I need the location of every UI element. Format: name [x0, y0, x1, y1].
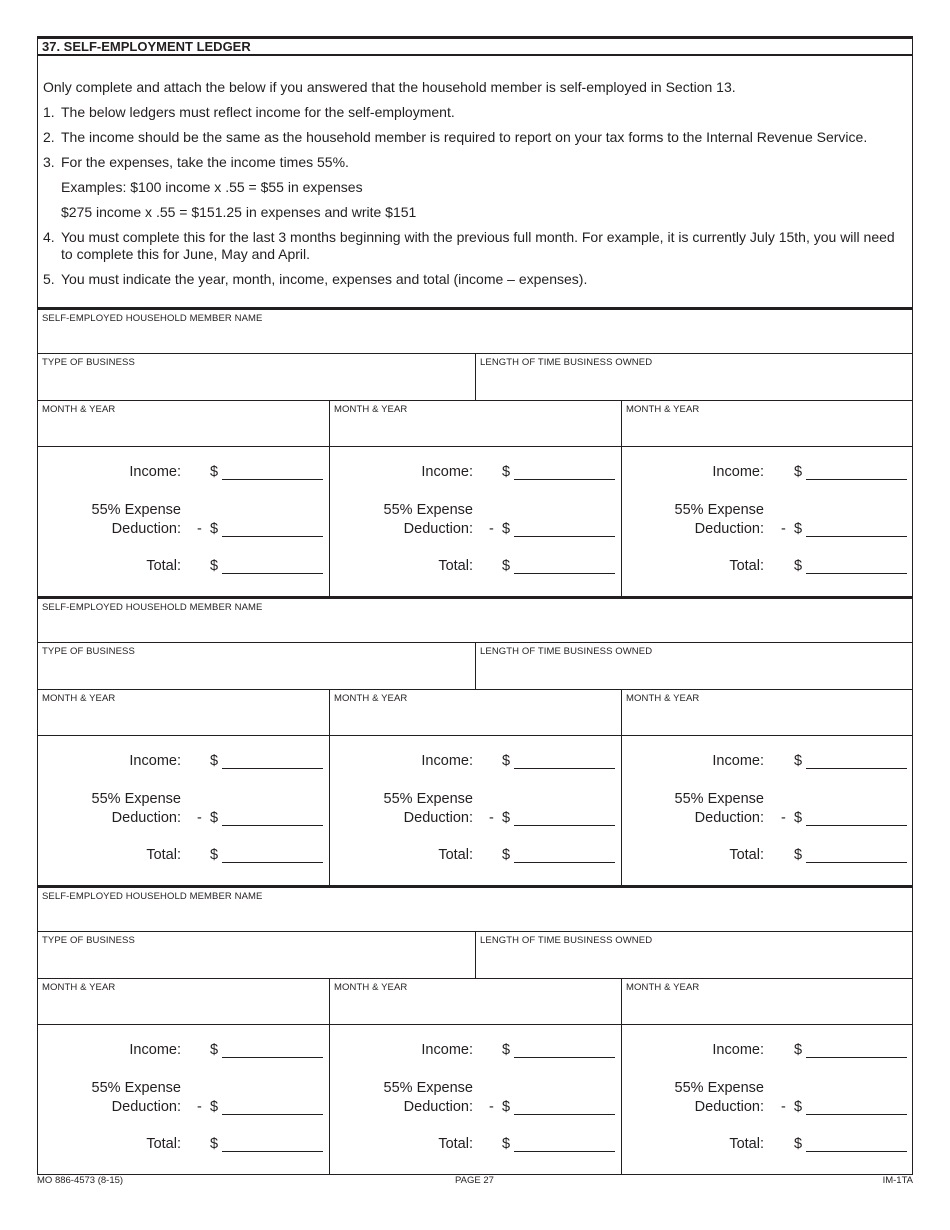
total-label: Total:: [438, 1136, 473, 1152]
income-input[interactable]: [806, 1057, 907, 1058]
month-year-field[interactable]: [330, 690, 622, 735]
instructions: [37, 56, 913, 307]
deduction-input[interactable]: [514, 825, 615, 826]
business-row: [38, 643, 912, 690]
calc-column: [38, 736, 330, 885]
month-year-field[interactable]: [38, 401, 330, 446]
member-name-label: SELF-EMPLOYED HOUSEHOLD MEMBER NAME: [42, 891, 263, 902]
deduction-label: Deduction:: [403, 1099, 473, 1115]
dollar-sign: $: [502, 1042, 511, 1058]
calc-row: [38, 1025, 912, 1174]
dollar-sign: $: [794, 1042, 803, 1058]
deduction-input[interactable]: [514, 1114, 615, 1115]
total-input[interactable]: [514, 1151, 615, 1152]
minus-sign: -: [197, 810, 202, 826]
minus-sign: -: [197, 521, 202, 537]
deduction-input[interactable]: [514, 536, 615, 537]
total-input[interactable]: [806, 1151, 907, 1152]
item-number: 3.: [43, 154, 55, 170]
expense-label: 55% Expense: [383, 1080, 473, 1096]
deduction-input[interactable]: [222, 536, 323, 537]
calc-column: [330, 736, 622, 885]
item-text: The income should be the same as the household member is required to report on your tax forms to the Internal Revenue Service.: [61, 129, 868, 145]
income-input[interactable]: [806, 768, 907, 769]
month-row: [38, 979, 912, 1025]
type-of-business-field[interactable]: [38, 643, 476, 689]
dollar-sign: $: [502, 753, 511, 769]
income-label: Income:: [421, 753, 473, 769]
dollar-sign: $: [502, 1136, 511, 1152]
income-label: Income:: [129, 1042, 181, 1058]
business-row: [38, 932, 912, 979]
minus-sign: -: [489, 810, 494, 826]
month-year-label: MONTH & YEAR: [42, 982, 116, 993]
length-owned-label: LENGTH OF TIME BUSINESS OWNED: [480, 935, 653, 946]
deduction-label: Deduction:: [694, 521, 764, 537]
form-number: MO 886-4573 (8-15): [37, 1175, 124, 1186]
dollar-sign: $: [210, 1042, 219, 1058]
dollar-sign: $: [794, 521, 803, 537]
member-name-field[interactable]: [38, 310, 912, 354]
total-label: Total:: [729, 558, 764, 574]
instructions-intro: Only complete and attach the below if you answered that the household member is self-employed in Section 13.: [43, 79, 736, 95]
income-input[interactable]: [514, 479, 615, 480]
month-row: [38, 401, 912, 447]
calc-row: [38, 736, 912, 885]
ledger-block: [37, 307, 913, 596]
member-name-field[interactable]: [38, 599, 912, 643]
deduction-input[interactable]: [806, 536, 907, 537]
dollar-sign: $: [502, 847, 511, 863]
month-year-label: MONTH & YEAR: [42, 693, 116, 704]
type-of-business-field[interactable]: [38, 932, 476, 978]
length-owned-field[interactable]: [476, 932, 912, 978]
month-year-label: MONTH & YEAR: [626, 982, 700, 993]
month-row: [38, 690, 912, 736]
length-owned-label: LENGTH OF TIME BUSINESS OWNED: [480, 646, 653, 657]
page-number: PAGE 27: [455, 1175, 494, 1186]
month-year-field[interactable]: [622, 979, 912, 1024]
expense-label: 55% Expense: [91, 502, 181, 518]
dollar-sign: $: [210, 810, 219, 826]
dollar-sign: $: [210, 1099, 219, 1115]
month-year-label: MONTH & YEAR: [334, 693, 408, 704]
instruction-item-1: [43, 104, 908, 121]
total-label: Total:: [438, 847, 473, 863]
month-year-field[interactable]: [622, 401, 912, 446]
minus-sign: -: [781, 810, 786, 826]
dollar-sign: $: [210, 753, 219, 769]
dollar-sign: $: [794, 753, 803, 769]
expense-label: 55% Expense: [91, 1080, 181, 1096]
length-owned-field[interactable]: [476, 354, 912, 400]
expense-label: 55% Expense: [91, 791, 181, 807]
dollar-sign: $: [502, 558, 511, 574]
expense-label: 55% Expense: [383, 502, 473, 518]
minus-sign: -: [197, 1099, 202, 1115]
type-of-business-label: TYPE OF BUSINESS: [42, 357, 135, 368]
minus-sign: -: [489, 521, 494, 537]
dollar-sign: $: [502, 810, 511, 826]
calc-row: [38, 447, 912, 596]
deduction-label: Deduction:: [403, 521, 473, 537]
length-owned-label: LENGTH OF TIME BUSINESS OWNED: [480, 357, 653, 368]
month-year-label: MONTH & YEAR: [626, 404, 700, 415]
total-label: Total:: [146, 558, 181, 574]
dollar-sign: $: [210, 464, 219, 480]
calc-column: [330, 447, 622, 596]
calc-column: [330, 1025, 622, 1174]
total-input[interactable]: [514, 862, 615, 863]
deduction-label: Deduction:: [111, 810, 181, 826]
dollar-sign: $: [502, 464, 511, 480]
expense-label: 55% Expense: [383, 791, 473, 807]
dollar-sign: $: [794, 464, 803, 480]
instruction-item-4: [43, 229, 908, 263]
instruction-item-2: [43, 129, 908, 146]
total-label: Total:: [438, 558, 473, 574]
dollar-sign: $: [210, 1136, 219, 1152]
item-text: For the expenses, take the income times 55%.: [61, 154, 349, 170]
month-year-field[interactable]: [38, 690, 330, 735]
calc-column: [38, 1025, 330, 1174]
item-number: 2.: [43, 129, 55, 145]
month-year-label: MONTH & YEAR: [42, 404, 116, 415]
dollar-sign: $: [502, 1099, 511, 1115]
income-label: Income:: [712, 753, 764, 769]
deduction-input[interactable]: [222, 1114, 323, 1115]
income-input[interactable]: [514, 1057, 615, 1058]
income-input[interactable]: [222, 1057, 323, 1058]
deduction-input[interactable]: [806, 1114, 907, 1115]
total-label: Total:: [146, 1136, 181, 1152]
total-input[interactable]: [514, 573, 615, 574]
total-label: Total:: [729, 1136, 764, 1152]
calc-column: [622, 736, 912, 885]
expense-label: 55% Expense: [674, 1080, 764, 1096]
minus-sign: -: [489, 1099, 494, 1115]
deduction-label: Deduction:: [403, 810, 473, 826]
length-owned-field[interactable]: [476, 643, 912, 689]
income-input[interactable]: [514, 768, 615, 769]
item-text: You must indicate the year, month, income, expenses and total (income – expenses).: [61, 271, 588, 287]
self-employment-ledger-page: [37, 36, 913, 1175]
income-label: Income:: [712, 1042, 764, 1058]
income-label: Income:: [129, 464, 181, 480]
dollar-sign: $: [210, 521, 219, 537]
instruction-item-5: [43, 271, 908, 288]
member-name-label: SELF-EMPLOYED HOUSEHOLD MEMBER NAME: [42, 602, 263, 613]
calc-column: [38, 447, 330, 596]
deduction-label: Deduction:: [111, 521, 181, 537]
month-year-label: MONTH & YEAR: [626, 693, 700, 704]
deduction-label: Deduction:: [694, 810, 764, 826]
total-input[interactable]: [222, 1151, 323, 1152]
calc-column: [622, 1025, 912, 1174]
type-of-business-field[interactable]: [38, 354, 476, 400]
expense-label: 55% Expense: [674, 791, 764, 807]
total-input[interactable]: [806, 573, 907, 574]
month-year-field[interactable]: [622, 690, 912, 735]
total-input[interactable]: [222, 862, 323, 863]
dollar-sign: $: [210, 847, 219, 863]
income-input[interactable]: [806, 479, 907, 480]
dollar-sign: $: [794, 810, 803, 826]
dollar-sign: $: [210, 558, 219, 574]
total-input[interactable]: [806, 862, 907, 863]
example-2: $275 income x .55 = $151.25 in expenses and write $151: [61, 204, 417, 220]
ledger-block: [37, 596, 913, 885]
income-label: Income:: [421, 464, 473, 480]
month-year-label: MONTH & YEAR: [334, 982, 408, 993]
total-input[interactable]: [222, 573, 323, 574]
member-name-label: SELF-EMPLOYED HOUSEHOLD MEMBER NAME: [42, 313, 263, 324]
item-number: 4.: [43, 229, 55, 245]
income-input[interactable]: [222, 768, 323, 769]
income-label: Income:: [712, 464, 764, 480]
total-label: Total:: [729, 847, 764, 863]
type-of-business-label: TYPE OF BUSINESS: [42, 935, 135, 946]
month-year-field[interactable]: [330, 979, 622, 1024]
income-label: Income:: [129, 753, 181, 769]
dollar-sign: $: [794, 1136, 803, 1152]
section-title: 37. SELF-EMPLOYMENT LEDGER: [37, 36, 913, 56]
item-number: 5.: [43, 271, 55, 287]
item-number: 1.: [43, 104, 55, 120]
month-year-field[interactable]: [330, 401, 622, 446]
month-year-label: MONTH & YEAR: [334, 404, 408, 415]
calc-column: [622, 447, 912, 596]
minus-sign: -: [781, 521, 786, 537]
dollar-sign: $: [794, 558, 803, 574]
ledger-block: [37, 885, 913, 1175]
dollar-sign: $: [794, 1099, 803, 1115]
deduction-label: Deduction:: [694, 1099, 764, 1115]
dollar-sign: $: [502, 521, 511, 537]
type-of-business-label: TYPE OF BUSINESS: [42, 646, 135, 657]
deduction-input[interactable]: [806, 825, 907, 826]
deduction-input[interactable]: [222, 825, 323, 826]
dollar-sign: $: [794, 847, 803, 863]
income-label: Income:: [421, 1042, 473, 1058]
instruction-item-3: [43, 154, 908, 171]
expense-label: 55% Expense: [674, 502, 764, 518]
minus-sign: -: [781, 1099, 786, 1115]
deduction-label: Deduction:: [111, 1099, 181, 1115]
form-code: IM-1TA: [882, 1175, 913, 1186]
month-year-field[interactable]: [38, 979, 330, 1024]
income-input[interactable]: [222, 479, 323, 480]
member-name-field[interactable]: [38, 888, 912, 932]
item-text: You must complete this for the last 3 months beginning with the previous full month. For example, it is currently July 15th, you will need to complete this for June, May and April.: [61, 229, 895, 262]
business-row: [38, 354, 912, 401]
item-text: The below ledgers must reflect income for the self-employment.: [61, 104, 455, 120]
example-1: Examples: $100 income x .55 = $55 in expenses: [61, 179, 363, 195]
total-label: Total:: [146, 847, 181, 863]
